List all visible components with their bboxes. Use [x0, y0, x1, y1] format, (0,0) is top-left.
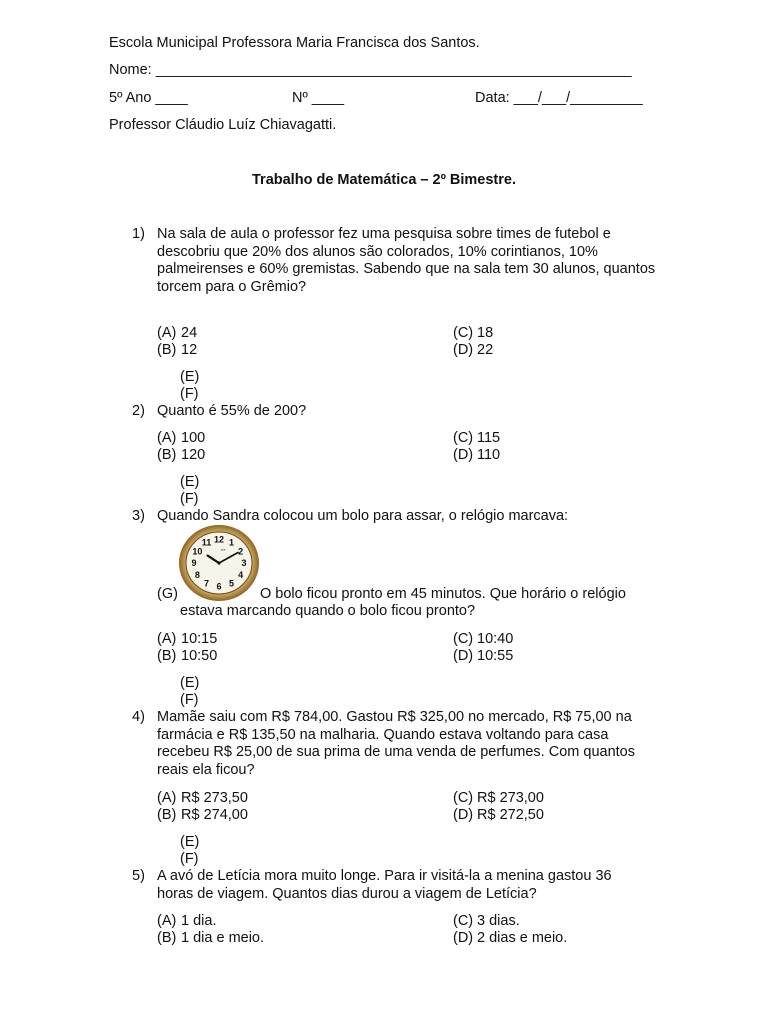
clock-numeral: 11: [201, 537, 212, 548]
page-title: Trabalho de Matemática – 2º Bimestre.: [252, 172, 516, 188]
year-field: 5º Ano ____: [109, 90, 188, 106]
option-a: (A) R$ 273,50: [157, 790, 248, 806]
clock-image: [178, 524, 260, 602]
option-f: (F): [180, 851, 199, 867]
name-field-line: Nome: ___________________________________________________________: [109, 62, 632, 78]
clock-numeral: 6: [216, 581, 222, 592]
clock-numeral: 2: [238, 546, 244, 557]
option-b: (B) 1 dia e meio.: [157, 930, 265, 946]
option-b: (B) 10:50: [157, 648, 218, 664]
option-d: (D) 2 dias e meio.: [453, 930, 568, 946]
option-e: (E): [180, 675, 200, 691]
option-a: (A) 100: [157, 430, 206, 446]
clock-numeral: 9: [191, 558, 197, 568]
clock-numeral: 8: [194, 569, 200, 580]
question-text: Mamãe saiu com R$ 784,00. Gastou R$ 325,00 no mercado, R$ 75,00 na farmácia e R$ 135,50 na malharia. Quando estava voltando para casa recebeu R$ 25,00 de sua prima de uma venda de perfumes. Com quantos reais ela ficou?: [157, 709, 635, 778]
option-f: (F): [180, 692, 199, 708]
question-number: 2): [132, 403, 145, 419]
clock-numeral: 1: [228, 537, 235, 548]
option-d: (D) 10:55: [453, 648, 514, 664]
clock-numeral: 10: [192, 546, 203, 557]
option-b: (B) 12: [157, 342, 198, 358]
option-d: (D) 22: [453, 342, 494, 358]
question-text: A avó de Letícia mora muito longe. Para ir visitá-la a menina gastou 36 horas de viagem. Quantos dias durou a viagem de Letícia?: [157, 868, 612, 902]
question-number: 5): [132, 868, 145, 884]
date-field: Data: ___/___/_________: [475, 90, 643, 106]
question-text: Na sala de aula o professor fez uma pesquisa sobre times de futebol e descobriu que 20% dos alunos são colorados, 10% corintianos, 10% palmeirenses e 60% gremistas. Sabendo que na sala tem 30 alunos, quantos torcem para o Grêmio?: [157, 226, 656, 295]
clock-numeral: 4: [238, 569, 244, 580]
option-b: (B) 120: [157, 447, 206, 463]
option-f: (F): [180, 386, 199, 402]
clock-brand: ▪▪▪: [221, 547, 226, 552]
option-c: (C) R$ 273,00: [453, 790, 544, 806]
option-b: (B) R$ 274,00: [157, 807, 248, 823]
option-a: (A) 1 dia.: [157, 913, 217, 929]
question-text: Quanto é 55% de 200?: [157, 403, 307, 419]
teacher-name: Professor Cláudio Luíz Chiavagatti.: [109, 117, 337, 133]
clock-numeral: 7: [203, 578, 210, 589]
option-d: (D) 110: [453, 447, 501, 463]
question-number: 1): [132, 226, 145, 242]
question-text-continued: O bolo ficou pronto em 45 minutos. Que horário o relógio: [260, 586, 626, 602]
option-d: (D) R$ 272,50: [453, 807, 544, 823]
question-number: 4): [132, 709, 145, 725]
school-name: Escola Municipal Professora Maria Francisca dos Santos.: [109, 35, 480, 51]
clock-numeral: 5: [228, 578, 235, 589]
option-c: (C) 115: [453, 430, 501, 446]
clock-numeral: 12: [213, 534, 225, 545]
clock-numeral: 3: [241, 558, 247, 568]
option-c: (C) 3 dias.: [453, 913, 520, 929]
question-text: Quando Sandra colocou um bolo para assar, o relógio marcava:: [157, 508, 569, 524]
option-e: (E): [180, 369, 200, 385]
option-c: (C) 10:40: [453, 631, 514, 647]
option-g: (G): [157, 586, 178, 602]
option-e: (E): [180, 474, 200, 490]
option-c: (C) 18: [453, 325, 494, 341]
clock-center: [217, 561, 220, 564]
question-number: 3): [132, 508, 145, 524]
option-f: (F): [180, 491, 199, 507]
option-a: (A) 24: [157, 325, 198, 341]
option-e: (E): [180, 834, 200, 850]
number-field: Nº ____: [292, 90, 345, 106]
option-a: (A) 10:15: [157, 631, 218, 647]
question-text-continued-2: estava marcando quando o bolo ficou pronto?: [180, 603, 476, 619]
